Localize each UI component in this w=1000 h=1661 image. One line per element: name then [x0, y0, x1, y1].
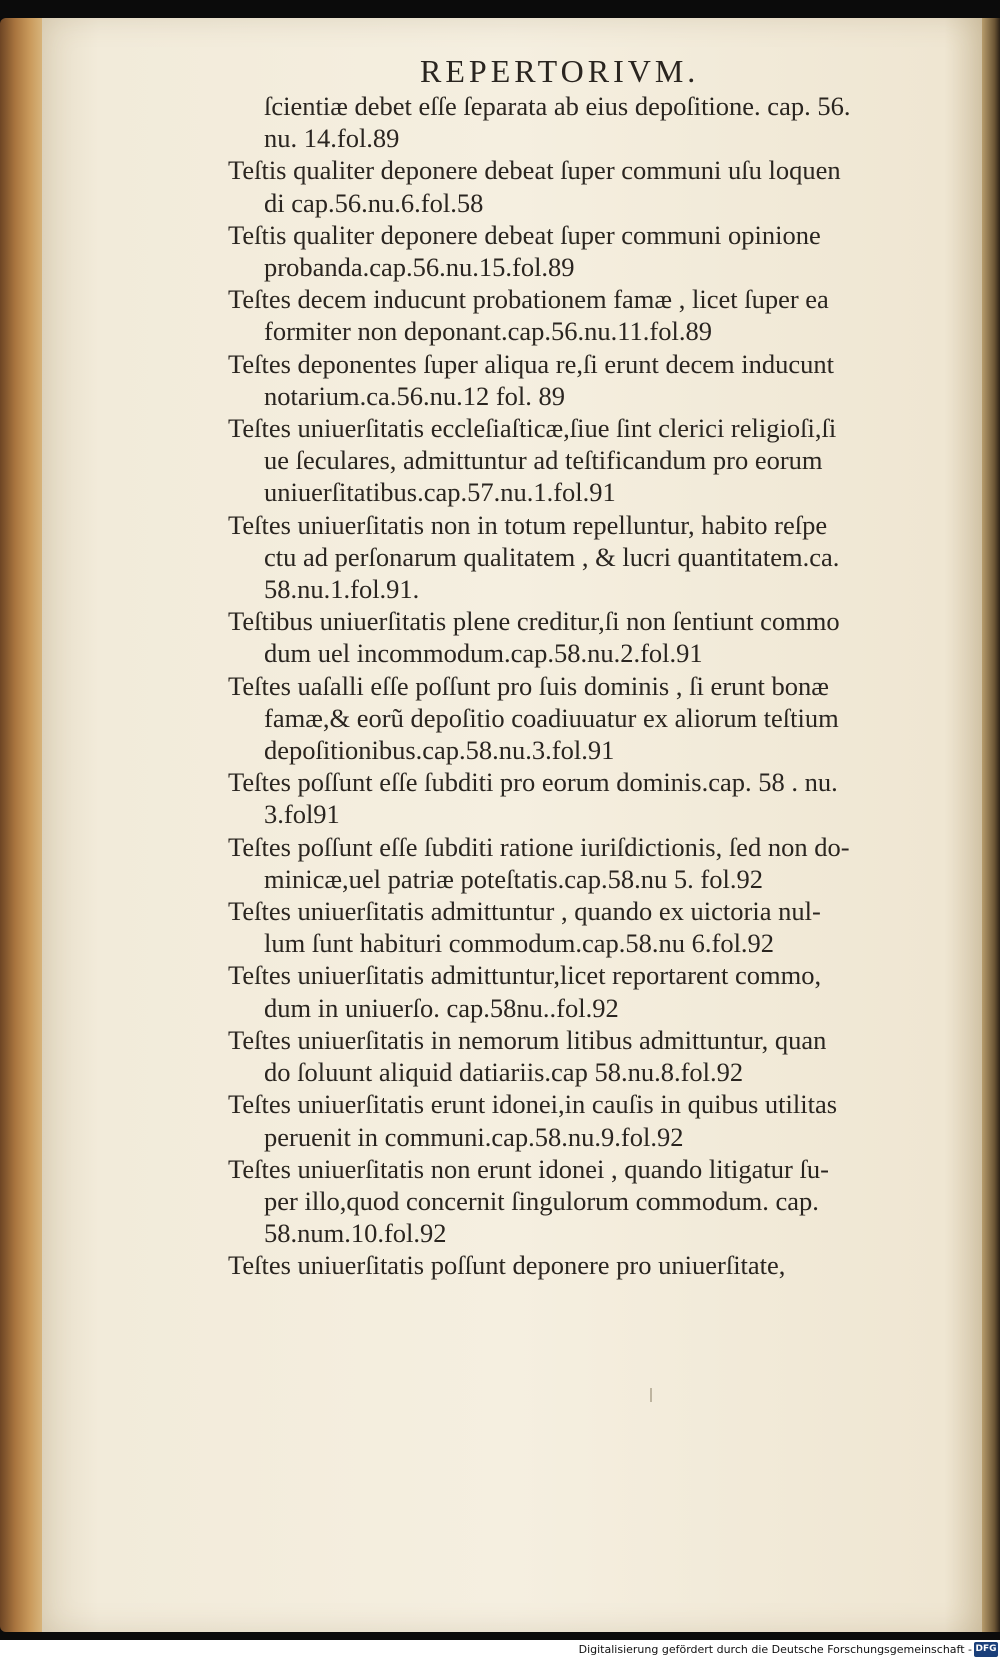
entry-line: Teſtis qualiter deponere debeat ſuper communi opinione — [228, 219, 821, 250]
entry-continuation-line: dum in uniuerſo. cap.58nu..fol.92 — [264, 992, 619, 1023]
entry-line: Teſtibus uniuerſitatis plene creditur,ſi non ſentiunt commo — [228, 606, 840, 637]
entry-continuation-line: di cap.56.nu.6.fol.58 — [264, 187, 484, 218]
entry-continuation-line: 58.nu.1.fol.91. — [264, 574, 420, 605]
entry-continuation-line: minicæ,uel patriæ poteſtatis.cap.58.nu 5. fol.92 — [264, 863, 763, 894]
entry-continuation-line: famæ,& eorũ depoſitio coadiuuatur ex aliorum teſtium — [264, 702, 839, 733]
entry-line: Teſtes uniuerſitatis non erunt idonei , quando litigatur ſu- — [228, 1153, 829, 1184]
entry-continuation-line: lum ſunt habituri commodum.cap.58.nu 6.fol.92 — [264, 928, 775, 959]
entry-line: Teſtes uniuerſitatis poſſunt deponere pro uniuerſitate, — [228, 1250, 786, 1281]
entry-line: Teſtes uniuerſitatis non in totum repelluntur, habito reſpe — [228, 509, 828, 540]
entry-continuation-line: ctu ad perſonarum qualitatem , & lucri quantitatem.ca. — [264, 541, 840, 572]
entry-continuation-line: dum uel incommodum.cap.58.nu.2.fol.91 — [264, 638, 703, 669]
entry-continuation-line: notarium.ca.56.nu.12 fol. 89 — [264, 380, 566, 411]
entry-continuation-line: probanda.cap.56.nu.15.fol.89 — [264, 252, 575, 283]
entry-line: Teſtes uniuerſitatis in nemorum litibus admittuntur, quan — [228, 1024, 827, 1055]
entry-line: Teſtes deponentes ſuper aliqua re,ſi erunt decem inducunt — [228, 348, 834, 379]
entry-continuation-line: ſcientiæ debet eſſe ſeparata ab eius depoſitione. cap. 56. — [264, 91, 851, 121]
entry-continuation-line: ue ſeculares, admittuntur ad teſtificandum pro eorum — [264, 445, 823, 476]
entry-line: Teſtes poſſunt eſſe ſubditi ratione iuriſdictionis, ſed non do- — [228, 831, 850, 862]
entry-continuation-line: 3.fol91 — [264, 799, 340, 830]
page-mark — [650, 1388, 652, 1402]
entry-continuation-line: uniuerſitatibus.cap.57.nu.1.fol.91 — [264, 477, 616, 508]
entry-continuation-line: formiter non deponant.cap.56.nu.11.fol.89 — [264, 316, 712, 347]
book-gutter-edge — [982, 18, 1000, 1632]
entry-continuation-line: peruenit in communi.cap.58.nu.9.fol.92 — [264, 1121, 684, 1152]
entry-line: Teſtes decem inducunt probationem famæ , licet ſuper ea — [228, 284, 829, 315]
entry-line: Teſtes uniuerſitatis eccleſiaſticæ,ſiue ſint clerici religioſi,ſi — [228, 413, 837, 444]
entry-continuation-line: do ſoluunt aliquid datiariis.cap 58.nu.8.fol.92 — [264, 1057, 744, 1088]
entry-continuation-line: depoſitionibus.cap.58.nu.3.fol.91 — [264, 735, 615, 766]
entry-line: Teſtis qualiter deponere debeat ſuper communi uſu loquen — [228, 155, 841, 186]
entry-line: Teſtes uniuerſitatis admittuntur,licet reportarent commo, — [228, 960, 822, 991]
index-entries — [228, 90, 934, 1282]
entry-continuation-line: per illo,quod concernit ſingulorum commodum. cap. — [264, 1185, 819, 1216]
entry-continuation-line: nu. 14.fol.89 — [264, 123, 400, 154]
footer-credit: Digitalisierung gefördert durch die Deutsche Forschungsgemeinschaft - — [578, 1643, 972, 1656]
entry-line: Teſtes poſſunt eſſe ſubditi pro eorum dominis.cap. 58 . nu. — [228, 767, 838, 798]
footer-bar — [0, 1640, 1000, 1661]
entry-continuation-line: 58.num.10.fol.92 — [264, 1218, 447, 1249]
entry-line: Teſtes uniuerſitatis erunt idonei,in cauſis in quibus utilitas — [228, 1089, 838, 1120]
entry-line: Teſtes uaſalli eſſe poſſunt pro ſuis dominis , ſi erunt bonæ — [228, 670, 829, 701]
running-head: REPERTORIVM. — [420, 53, 700, 89]
dfg-logo-icon: DFG — [974, 1642, 998, 1657]
entry-line: Teſtes uniuerſitatis admittuntur , quando ex uictoria nul- — [228, 896, 821, 927]
